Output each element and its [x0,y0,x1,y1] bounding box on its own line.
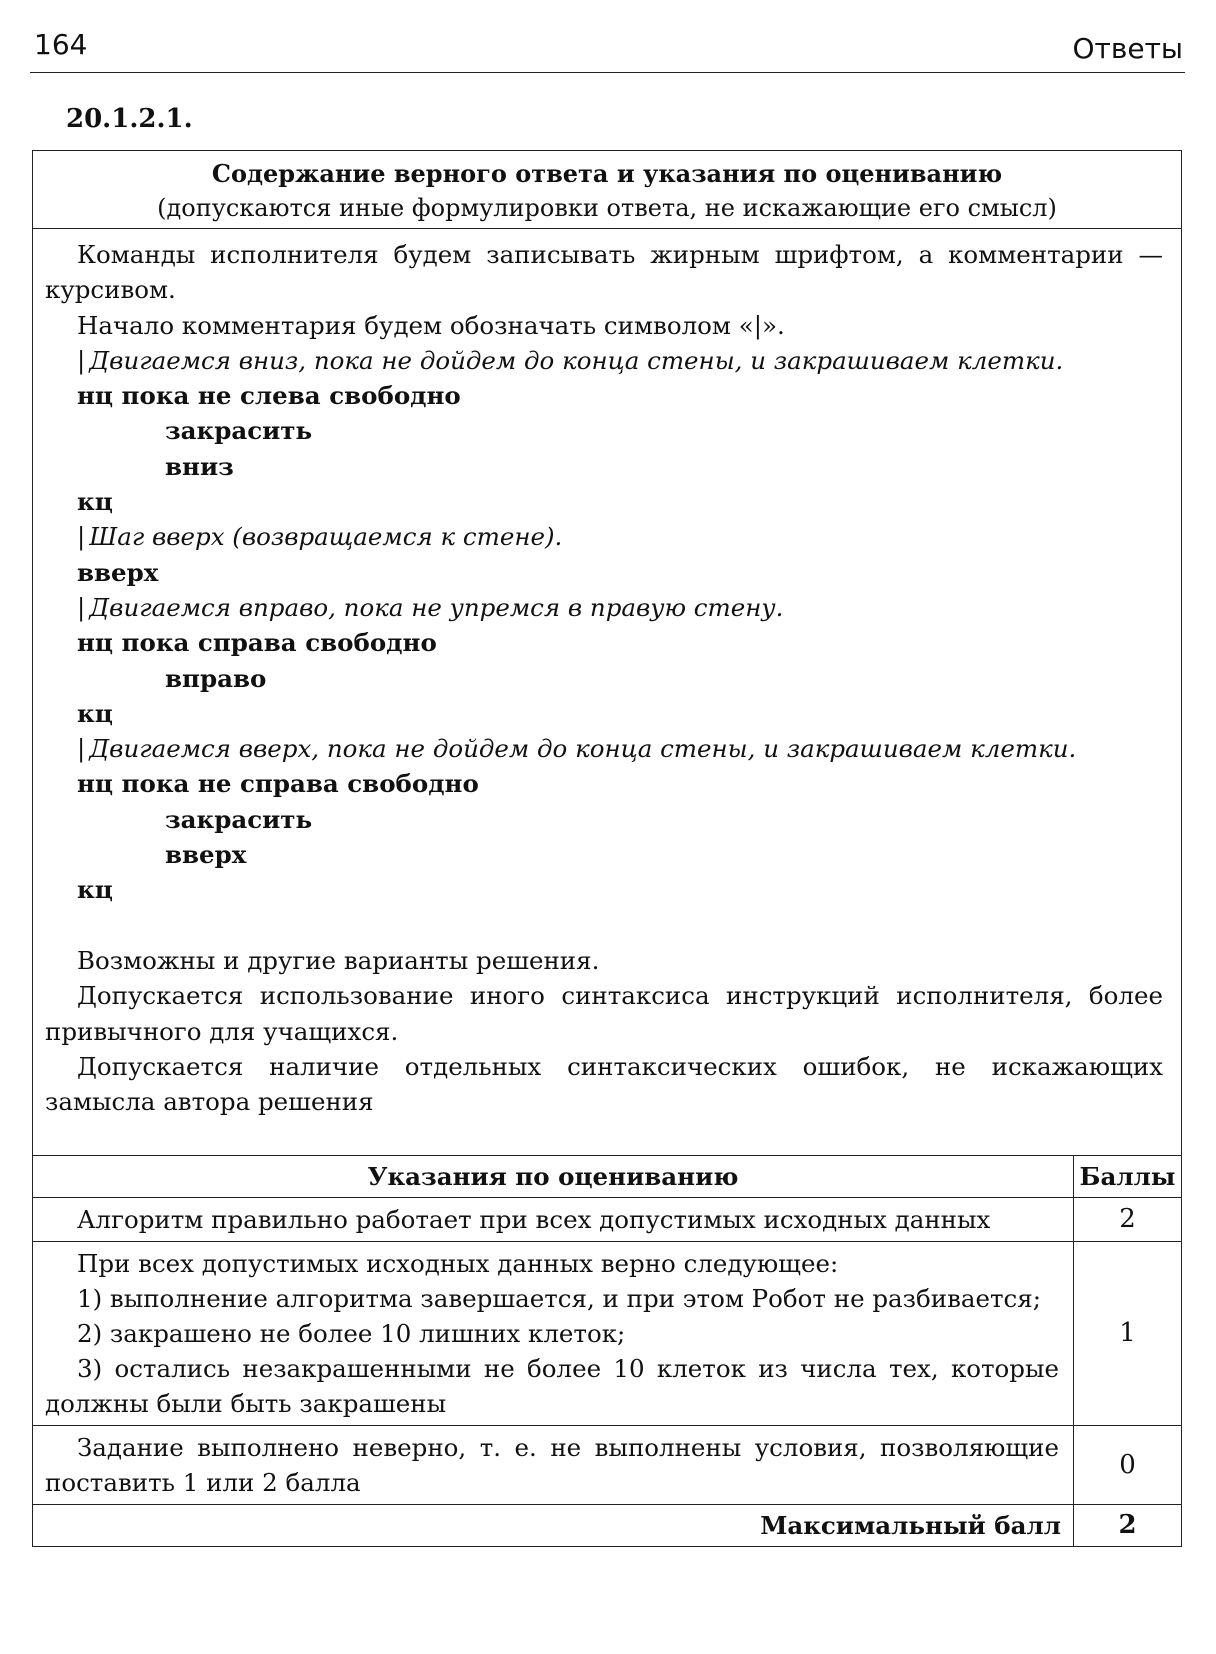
note-paragraph-1: Возможны и другие варианты решения. [77,945,600,975]
max-score-label: Максимальный балл [33,1505,1074,1547]
grading-row [33,1426,1182,1505]
page-header [30,22,1185,73]
spacer [45,908,1163,943]
section-title: Ответы [1072,32,1183,65]
code-line: вниз [165,451,234,481]
grading-row [33,1242,1182,1426]
points-cell: 2 [1074,1198,1182,1242]
comment-bar: | [77,345,86,375]
note-paragraph-3: Допускается наличие отдельных синтаксических ошибок, не искажающих замысла автора решения [45,1051,1163,1117]
comment-line: | Двигаемся вверх, пока не дойдем до конца стены, и закрашиваем клетки. [77,731,1163,766]
code-line: нц пока справа свободно [77,628,437,658]
comment-line: | Двигаемся вниз, пока не дойдем до конца стены, и закрашиваем клетки. [77,343,1163,378]
criteria-cell: При всех допустимых исходных данных верно следующее: 1) выполнение алгоритма завершается, и при этом Робот не разбивается; 2) закрашено не более 10 лишних клеток; 3) остались незакрашенными не более 10 клеток из числа тех, которые должны были быть закрашены [33,1242,1074,1426]
intro-paragraph-2: Начало комментария будем обозначать символом «|». [77,310,785,340]
points-column-header: Баллы [1074,1156,1182,1198]
points-cell: 1 [1074,1242,1182,1426]
grading-table [32,1155,1182,1547]
grading-header-row [33,1156,1182,1198]
code-line: кц [77,875,113,905]
max-score-row [33,1505,1182,1547]
comment-line: | Двигаемся вправо, пока не упремся в правую стену. [77,590,1163,625]
points-cell: 0 [1074,1426,1182,1505]
grading-row [33,1198,1182,1242]
task-number: 20.1.2.1. [66,104,193,134]
code-line: вправо [165,663,267,693]
comment-bar: | [77,592,86,622]
criteria-cell: Алгоритм правильно работает при всех допустимых исходных данных [33,1198,1074,1242]
code-line: нц пока не справа свободно [77,769,479,799]
answer-box [32,150,1182,1156]
code-line: закрасить [165,804,313,834]
max-score-value: 2 [1074,1505,1182,1547]
answer-content [33,229,1181,1119]
answer-box-subtitle: (допускаются иные формулировки ответа, не искажающие его смысл) [157,194,1057,222]
code-line: закрасить [165,416,313,446]
code-line: кц [77,698,113,728]
criteria-cell: Задание выполнено неверно, т. е. не выполнены условия, позволяющие поставить 1 или 2 балла [33,1426,1074,1505]
answer-box-header [33,151,1181,229]
intro-paragraph-1: Команды исполнителя будем записывать жирным шрифтом, а комментарии — курсивом. [45,240,1163,305]
comment-bar: | [77,734,86,764]
code-line: нц пока не слева свободно [77,381,461,411]
code-line: вверх [77,557,159,587]
page-number: 164 [34,28,88,61]
answer-box-title: Содержание верного ответа и указания по оцениванию [211,159,1003,188]
comment-line: | Шаг вверх (возвращаемся к стене). [77,519,1163,554]
comment-bar: | [77,522,86,552]
code-line: вверх [165,840,247,870]
note-paragraph-2: Допускается использование иного синтаксиса инструкций исполнителя, более привычного для учащихся. [45,981,1163,1046]
code-line: кц [77,487,113,517]
criteria-column-header: Указания по оцениванию [33,1156,1074,1198]
